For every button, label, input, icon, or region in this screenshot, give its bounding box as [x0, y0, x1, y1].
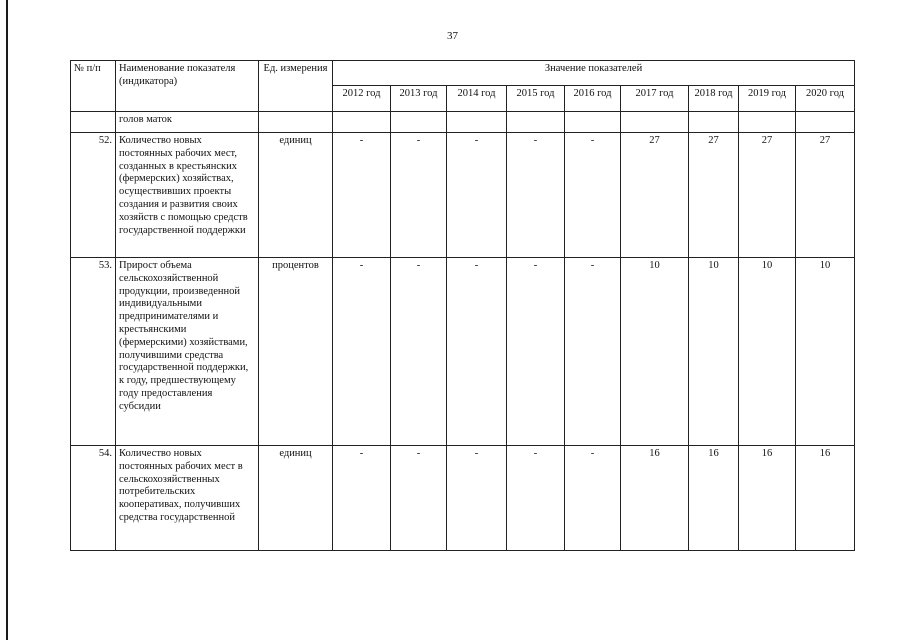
- value-cell: 10: [739, 258, 796, 446]
- value-cell: 10: [621, 258, 689, 446]
- table-row: [71, 133, 855, 258]
- unit-cell: единиц: [259, 133, 333, 258]
- table-row: [71, 258, 855, 446]
- cell-empty: [71, 112, 116, 133]
- cell-empty: [689, 112, 739, 133]
- row-number: 53.: [71, 258, 116, 446]
- table-row: [71, 446, 855, 551]
- scan-edge-line: [6, 0, 8, 640]
- continuation-row: [71, 112, 855, 133]
- cell-empty: [507, 112, 565, 133]
- column-header-name: Наименование показателя (индикатора): [116, 61, 259, 112]
- header-row-top: [71, 61, 855, 86]
- value-cell: -: [391, 258, 447, 446]
- value-cell: -: [333, 258, 391, 446]
- value-cell: -: [391, 133, 447, 258]
- value-cell: -: [565, 446, 621, 551]
- value-cell: 10: [796, 258, 855, 446]
- value-cell: -: [447, 258, 507, 446]
- cell-empty: [565, 112, 621, 133]
- continuation-text: голов маток: [116, 112, 259, 133]
- cell-empty: [447, 112, 507, 133]
- indicators-table: [70, 60, 855, 551]
- indicator-name: Прирост объема сельскохозяйственной продукции, произведенной индивидуальными предпринимателями и крестьянскими (фермерскими) хозяйствами, получившими средства государственной поддержки, к году, предшествующему году предоставления субсидии: [116, 258, 259, 446]
- value-cell: -: [391, 446, 447, 551]
- value-cell: -: [565, 258, 621, 446]
- year-header: 2018 год: [689, 86, 739, 112]
- value-cell: -: [333, 133, 391, 258]
- value-cell: 16: [689, 446, 739, 551]
- year-header: 2015 год: [507, 86, 565, 112]
- value-cell: 16: [796, 446, 855, 551]
- cell-empty: [796, 112, 855, 133]
- year-header: 2016 год: [565, 86, 621, 112]
- value-cell: -: [333, 446, 391, 551]
- cell-empty: [333, 112, 391, 133]
- cell-empty: [739, 112, 796, 133]
- value-cell: -: [565, 133, 621, 258]
- value-cell: -: [507, 258, 565, 446]
- year-header: 2017 год: [621, 86, 689, 112]
- indicator-name: Количество новых постоянных рабочих мест в сельскохозяйственных потребительских кооперативах, получивших средства государственной: [116, 446, 259, 551]
- row-number: 52.: [71, 133, 116, 258]
- unit-cell: процентов: [259, 258, 333, 446]
- year-header: 2012 год: [333, 86, 391, 112]
- page-number: 37: [447, 30, 458, 42]
- indicator-name: Количество новых постоянных рабочих мест, созданных в крестьянских (фермерских) хозяйствах, осуществивших проекты создания и развития своих хозяйств с помощью средств государственной поддержки: [116, 133, 259, 258]
- column-header-values: Значение показателей: [333, 61, 855, 86]
- value-cell: 10: [689, 258, 739, 446]
- year-header: 2014 год: [447, 86, 507, 112]
- year-header: 2013 год: [391, 86, 447, 112]
- value-cell: 16: [621, 446, 689, 551]
- cell-empty: [391, 112, 447, 133]
- value-cell: 27: [689, 133, 739, 258]
- cell-empty: [621, 112, 689, 133]
- value-cell: 27: [739, 133, 796, 258]
- column-header-number: № п/п: [71, 61, 116, 112]
- value-cell: -: [507, 446, 565, 551]
- value-cell: 27: [796, 133, 855, 258]
- value-cell: 27: [621, 133, 689, 258]
- year-header: 2019 год: [739, 86, 796, 112]
- value-cell: -: [507, 133, 565, 258]
- value-cell: -: [447, 446, 507, 551]
- year-header: 2020 год: [796, 86, 855, 112]
- value-cell: -: [447, 133, 507, 258]
- value-cell: 16: [739, 446, 796, 551]
- column-header-unit: Ед. измерения: [259, 61, 333, 112]
- row-number: 54.: [71, 446, 116, 551]
- unit-cell: единиц: [259, 446, 333, 551]
- cell-empty: [259, 112, 333, 133]
